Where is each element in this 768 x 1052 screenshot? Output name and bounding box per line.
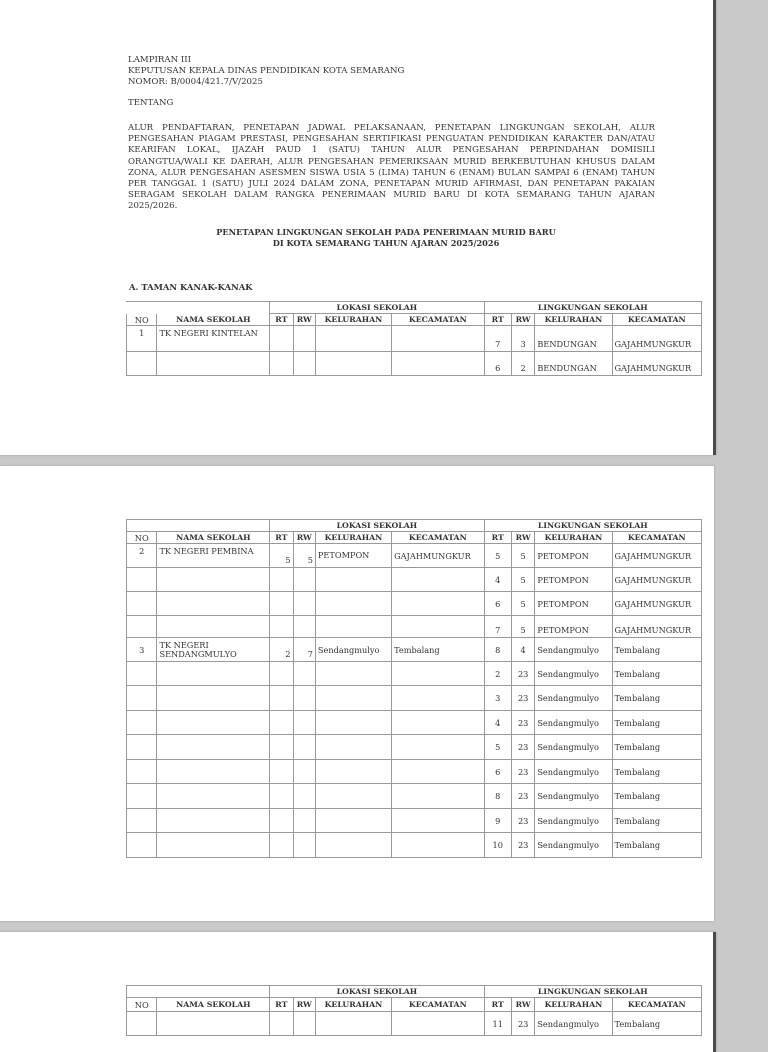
cell-rt: 8 bbox=[484, 784, 511, 809]
page-edge bbox=[713, 0, 716, 455]
cell-rt: 5 bbox=[484, 544, 511, 568]
cell-kelurahan: PETOMPON bbox=[535, 544, 612, 568]
col-rw: RW bbox=[293, 314, 315, 326]
table-row bbox=[127, 833, 702, 858]
col-no: NO bbox=[127, 532, 157, 544]
col-kecamatan: KECAMATAN bbox=[612, 532, 701, 544]
cell-kecamatan: Tembalang bbox=[612, 833, 701, 858]
cell-kelurahan: Sendangmulyo bbox=[535, 1012, 612, 1036]
school-table-2 bbox=[126, 519, 702, 858]
cell-rw: 23 bbox=[511, 711, 534, 735]
cell-kelurahan: Sendangmulyo bbox=[535, 809, 612, 833]
col-kecamatan: KECAMATAN bbox=[612, 314, 701, 326]
cell-rt: 6 bbox=[484, 760, 511, 784]
tentang-label: TENTANG bbox=[128, 98, 174, 108]
cell-kecamatan: GAJAHMUNGKUR bbox=[612, 326, 701, 352]
col-rw: RW bbox=[511, 532, 534, 544]
col-kelurahan: KELURAHAN bbox=[535, 314, 612, 326]
cell-kecamatan: Tembalang bbox=[612, 809, 701, 833]
col-kecamatan: KECAMATAN bbox=[392, 998, 484, 1012]
row-no: 2 bbox=[127, 544, 157, 568]
cell-rw: 23 bbox=[511, 662, 534, 686]
cell-rw: 23 bbox=[511, 809, 534, 833]
lingkungan-header: LINGKUNGAN SEKOLAH bbox=[484, 520, 701, 532]
body-line: 2025/2026. bbox=[128, 201, 178, 212]
school-name-line-1: TK NEGERI bbox=[159, 639, 209, 650]
table-row bbox=[127, 326, 702, 352]
col-kelurahan: KELURAHAN bbox=[315, 998, 391, 1012]
table-row bbox=[127, 711, 702, 735]
document-page-1 bbox=[0, 0, 716, 455]
lampiran-label: LAMPIRAN III bbox=[128, 55, 192, 65]
cell-kecamatan: Tembalang bbox=[612, 662, 701, 686]
cell-rw: 4 bbox=[511, 638, 534, 662]
cell-rw: 23 bbox=[511, 1012, 534, 1036]
cell-kecamatan: GAJAHMUNGKUR bbox=[612, 592, 701, 616]
table-row bbox=[127, 686, 702, 711]
cell-kecamatan: GAJAHMUNGKUR bbox=[612, 544, 701, 568]
cell-kecamatan: Tembalang bbox=[612, 735, 701, 760]
cell-kelurahan: BENDUNGAN bbox=[535, 326, 612, 352]
col-rw: RW bbox=[511, 998, 534, 1012]
row-no: 1 bbox=[127, 326, 157, 352]
table-row bbox=[127, 638, 702, 662]
row-no: 3 bbox=[127, 638, 157, 662]
col-rt: RT bbox=[270, 998, 293, 1012]
lokasi-kecamatan: GAJAHMUNGKUR bbox=[392, 544, 484, 568]
cell-kelurahan: PETOMPON bbox=[535, 592, 612, 616]
lokasi-kelurahan: PETOMPON bbox=[315, 544, 391, 568]
cell-rw: 23 bbox=[511, 735, 534, 760]
col-kecamatan: KECAMATAN bbox=[392, 532, 484, 544]
body-line: PENGESAHAN PIAGAM PRESTASI, PENGESAHAN SERTIFIKASI PENGUATAN PENDIDIKAN KARAKTER DAN/ATAU bbox=[128, 134, 655, 145]
cell-rw: 5 bbox=[511, 568, 534, 592]
lokasi-header: LOKASI SEKOLAH bbox=[270, 520, 484, 532]
cell-kecamatan: GAJAHMUNGKUR bbox=[612, 616, 701, 638]
col-no: NO bbox=[127, 998, 157, 1012]
cell-rt: 5 bbox=[484, 735, 511, 760]
table-row bbox=[127, 662, 702, 686]
cell-rt: 4 bbox=[484, 711, 511, 735]
document-page-2 bbox=[0, 466, 714, 921]
cell-rt: 7 bbox=[484, 326, 511, 352]
col-rt: RT bbox=[270, 532, 293, 544]
col-rt: RT bbox=[484, 998, 511, 1012]
cell-rt: 7 bbox=[484, 616, 511, 638]
cell-rw: 5 bbox=[511, 544, 534, 568]
cell-kelurahan: Sendangmulyo bbox=[535, 735, 612, 760]
cell-rt: 6 bbox=[484, 592, 511, 616]
lokasi-header: LOKASI SEKOLAH bbox=[270, 986, 484, 998]
col-rt: RT bbox=[484, 532, 511, 544]
col-rw: RW bbox=[293, 998, 315, 1012]
cell-rw: 23 bbox=[511, 784, 534, 809]
cell-rw: 5 bbox=[511, 592, 534, 616]
table-row bbox=[127, 592, 702, 616]
section-heading: A. TAMAN KANAK-KANAK bbox=[129, 282, 253, 292]
table-row bbox=[127, 809, 702, 833]
cell-kelurahan: Sendangmulyo bbox=[535, 662, 612, 686]
col-kecamatan: KECAMATAN bbox=[392, 314, 484, 326]
col-no: NO bbox=[127, 314, 157, 326]
cell-kecamatan: Tembalang bbox=[612, 686, 701, 711]
table-row bbox=[127, 616, 702, 638]
cell-rt: 3 bbox=[484, 686, 511, 711]
cell-kelurahan: Sendangmulyo bbox=[535, 638, 612, 662]
cell-kelurahan: Sendangmulyo bbox=[535, 686, 612, 711]
table-row bbox=[127, 568, 702, 592]
col-rw: RW bbox=[293, 532, 315, 544]
cell-kecamatan: Tembalang bbox=[612, 1012, 701, 1036]
lokasi-rt: 2 bbox=[270, 638, 293, 662]
cell-rt: 10 bbox=[484, 833, 511, 858]
col-kelurahan: KELURAHAN bbox=[535, 532, 612, 544]
cell-rt: 11 bbox=[484, 1012, 511, 1036]
col-nama: NAMA SEKOLAH bbox=[157, 314, 270, 326]
school-table-3 bbox=[126, 985, 702, 1036]
school-table-1 bbox=[126, 301, 702, 376]
col-kelurahan: KELURAHAN bbox=[315, 532, 391, 544]
cell-kecamatan: Tembalang bbox=[612, 784, 701, 809]
cell-kelurahan: Sendangmulyo bbox=[535, 760, 612, 784]
body-line: SERAGAM SEKOLAH DALAM RANGKA PENERIMAAN MURID BARU DI KOTA SEMARANG TAHUN AJARAN bbox=[128, 190, 655, 201]
school-name-line-2: SENDANGMULYO bbox=[159, 648, 237, 659]
cell-rt: 6 bbox=[484, 352, 511, 376]
body-line: ORANGTUA/WALI KE DAERAH, ALUR PENGESAHAN PEMERIKSAAN MURID BERKEBUTUHAN KHUSUS DALAM bbox=[128, 156, 655, 167]
title-line-2: DI KOTA SEMARANG TAHUN AJARAN 2025/2026 bbox=[272, 238, 500, 248]
cell-rt: 4 bbox=[484, 568, 511, 592]
cell-rw: 2 bbox=[511, 352, 534, 376]
table-row bbox=[127, 352, 702, 376]
body-line: ALUR PENDAFTARAN, PENETAPAN JADWAL PELAKSANAAN, PENETAPAN LINGKUNGAN SEKOLAH, ALUR bbox=[128, 123, 655, 133]
school-name bbox=[157, 638, 270, 662]
school-name: TK NEGERI PEMBINA bbox=[157, 544, 270, 568]
body-line: PER TANGGAL 1 (SATU) JULI 2024 DALAM ZONA, PENETAPAN MURID AFIRMASI, DAN PENETAPAN PAKAIAN bbox=[128, 179, 655, 190]
page-edge bbox=[713, 932, 716, 1052]
cell-rw: 23 bbox=[511, 833, 534, 858]
col-kelurahan: KELURAHAN bbox=[535, 998, 612, 1012]
cell-rt: 9 bbox=[484, 809, 511, 833]
col-rt: RT bbox=[484, 314, 511, 326]
lokasi-rw: 5 bbox=[293, 544, 315, 568]
col-rw: RW bbox=[511, 314, 534, 326]
cell-kelurahan: PETOMPON bbox=[535, 616, 612, 638]
col-kecamatan: KECAMATAN bbox=[612, 998, 701, 1012]
title-line-1: PENETAPAN LINGKUNGAN SEKOLAH PADA PENERIMAAN MURID BARU bbox=[216, 227, 556, 237]
lingkungan-header: LINGKUNGAN SEKOLAH bbox=[484, 302, 701, 314]
table-row bbox=[127, 735, 702, 760]
lokasi-rw: 7 bbox=[293, 638, 315, 662]
cell-kelurahan: PETOMPON bbox=[535, 568, 612, 592]
cell-kelurahan: BENDUNGAN bbox=[535, 352, 612, 376]
lokasi-kecamatan: Tembalang bbox=[392, 638, 484, 662]
cell-rw: 3 bbox=[511, 326, 534, 352]
cell-kecamatan: GAJAHMUNGKUR bbox=[612, 352, 701, 376]
document-title bbox=[128, 227, 644, 249]
body-line: ZONA, ALUR PENGESAHAN ASESMEN SISWA USIA 5 (LIMA) TAHUN 6 (ENAM) BULAN SAMPAI 6 (ENAM) TAHUN bbox=[128, 167, 655, 178]
table-row bbox=[127, 784, 702, 809]
cell-kelurahan: Sendangmulyo bbox=[535, 784, 612, 809]
cell-kecamatan: Tembalang bbox=[612, 711, 701, 735]
table-row bbox=[127, 544, 702, 568]
document-header bbox=[128, 55, 404, 88]
lokasi-kelurahan: Sendangmulyo bbox=[315, 638, 391, 662]
lingkungan-header: LINGKUNGAN SEKOLAH bbox=[484, 986, 701, 998]
cell-kelurahan: Sendangmulyo bbox=[535, 833, 612, 858]
table-row bbox=[127, 760, 702, 784]
lokasi-rt: 5 bbox=[270, 544, 293, 568]
cell-kecamatan: Tembalang bbox=[612, 760, 701, 784]
cell-rw: 23 bbox=[511, 686, 534, 711]
col-nama: NAMA SEKOLAH bbox=[157, 532, 270, 544]
col-kelurahan: KELURAHAN bbox=[315, 314, 391, 326]
cell-kecamatan: GAJAHMUNGKUR bbox=[612, 568, 701, 592]
col-nama: NAMA SEKOLAH bbox=[157, 998, 270, 1012]
cell-rw: 5 bbox=[511, 616, 534, 638]
cell-kelurahan: Sendangmulyo bbox=[535, 711, 612, 735]
cell-rw: 23 bbox=[511, 760, 534, 784]
cell-kecamatan: Tembalang bbox=[612, 638, 701, 662]
keputusan-label: KEPUTUSAN KEPALA DINAS PENDIDIKAN KOTA SEMARANG bbox=[128, 66, 405, 76]
school-name: TK NEGERI KINTELAN bbox=[157, 326, 270, 352]
cell-rt: 2 bbox=[484, 662, 511, 686]
document-body bbox=[128, 123, 655, 213]
lokasi-header: LOKASI SEKOLAH bbox=[270, 302, 484, 314]
nomor-label: NOMOR: B/0004/421.7/V/2025 bbox=[128, 77, 263, 87]
cell-rt: 8 bbox=[484, 638, 511, 662]
body-line: KEARIFAN LOKAL, IJAZAH PAUD 1 (SATU) TAHUN ALUR PENGESAHAN PERPINDAHAN DOMISILI bbox=[128, 145, 655, 156]
col-rt: RT bbox=[270, 314, 293, 326]
document-page-3 bbox=[0, 932, 716, 1052]
